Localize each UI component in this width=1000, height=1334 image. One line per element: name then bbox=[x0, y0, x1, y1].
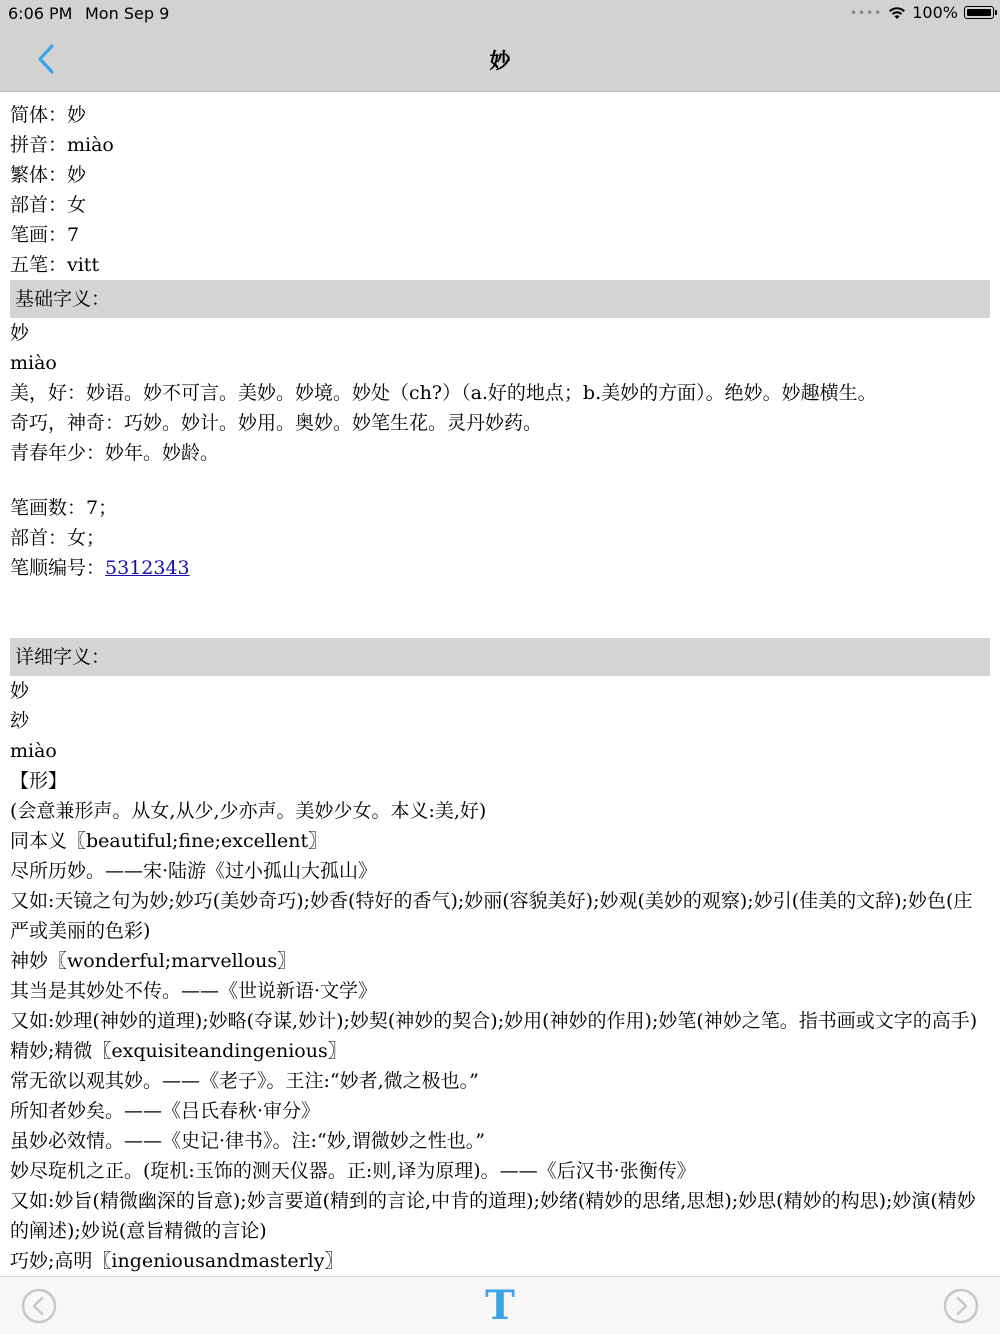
detail-line: 虽妙必效情。——《史记·律书》。注:“妙,谓微妙之性也。” bbox=[10, 1130, 485, 1152]
text-size-button[interactable]: T bbox=[485, 1282, 515, 1329]
battery-percent: 100% bbox=[912, 3, 958, 22]
detail-line: 又如:天镜之句为妙;妙巧(美妙奇巧);妙香(特好的香气);妙丽(容貌美好);妙观(美妙的观察);妙引(佳美的文辞);妙色(庄严或美丽的色彩) bbox=[10, 890, 973, 942]
page-title: 妙 bbox=[489, 49, 511, 73]
info-strokes: 笔画：7 bbox=[10, 224, 80, 246]
detail-line: 巧妙;高明〖ingeniousandmasterly〗 bbox=[10, 1250, 344, 1272]
detail-line: 所知者妙矣。——《吕氏春秋·审分》 bbox=[10, 1100, 321, 1122]
basic-meaning-body bbox=[10, 318, 990, 638]
detail-line: 玅 bbox=[10, 710, 30, 732]
detail-line: 神妙〖wonderful;marvellous〗 bbox=[10, 950, 297, 972]
status-date: Mon Sep 9 bbox=[85, 4, 170, 23]
next-button[interactable] bbox=[942, 1287, 980, 1325]
basic-line: 妙 bbox=[10, 322, 30, 344]
signal-dots-icon: •••• bbox=[849, 5, 883, 20]
stroke-order-label: 笔顺编号： bbox=[10, 557, 106, 579]
info-simplified: 简体：妙 bbox=[10, 104, 87, 126]
circle-chevron-right-icon bbox=[942, 1287, 980, 1325]
radical-line: 部首：女； bbox=[10, 527, 106, 549]
basic-meaning-header: 基础字义： bbox=[10, 280, 990, 318]
detail-line: 妙 bbox=[10, 680, 30, 702]
navigation-bar bbox=[0, 28, 1000, 92]
basic-line: miào bbox=[10, 352, 57, 374]
previous-button[interactable] bbox=[20, 1287, 58, 1325]
stroke-order-link[interactable]: 5312343 bbox=[105, 557, 190, 579]
stroke-count: 笔画数：7； bbox=[10, 497, 118, 519]
detail-line: 妙尽琁机之正。(琁机:玉饰的测天仪器。正:则,译为原理)。——《后汉书·张衡传》 bbox=[10, 1160, 696, 1182]
detailed-meaning-body bbox=[10, 676, 990, 1275]
basic-line: 美，好：妙语。妙不可言。美妙。妙境。妙处（ch?）（a.好的地点；b.美妙的方面）。绝妙。妙趣横生。 bbox=[10, 382, 877, 404]
stroke-order-line bbox=[10, 553, 990, 583]
basic-line: 青春年少：妙年。妙龄。 bbox=[10, 442, 220, 464]
detail-line: 尽所历妙。——宋·陆游《过小孤山大孤山》 bbox=[10, 860, 378, 882]
detail-line: 又如:妙理(神妙的道理);妙略(夺谋,妙计);妙契(神妙的契合);妙用(神妙的作用);妙笔(神妙之笔。指书画或文字的高手) bbox=[10, 1010, 978, 1032]
bottom-toolbar bbox=[0, 1276, 1000, 1334]
spacer bbox=[10, 468, 990, 493]
circle-chevron-left-icon bbox=[20, 1287, 58, 1325]
detail-line: (会意兼形声。从女,从少,少亦声。美妙少女。本义:美,好) bbox=[10, 800, 487, 822]
status-right-group bbox=[850, 3, 994, 22]
status-bar bbox=[0, 0, 1000, 28]
info-traditional: 繁体：妙 bbox=[10, 164, 87, 186]
spacer bbox=[10, 583, 990, 638]
detail-line: 精妙;精微〖exquisiteandingenious〗 bbox=[10, 1040, 347, 1062]
detail-line: 【形】 bbox=[10, 770, 68, 792]
info-radical: 部首：女 bbox=[10, 194, 87, 216]
battery-icon bbox=[964, 6, 994, 19]
detail-line: 又如:妙旨(精微幽深的旨意);妙言要道(精到的言论,中肯的道理);妙绪(精妙的思绪,思想);妙思(精妙的构思);妙演(精妙的阐述);妙说(意旨精微的言论) bbox=[10, 1190, 976, 1242]
detail-line: miào bbox=[10, 740, 57, 762]
basic-line: 奇巧，神奇：巧妙。妙计。妙用。奥妙。妙笔生花。灵丹妙药。 bbox=[10, 412, 543, 434]
detailed-meaning-header: 详细字义： bbox=[10, 638, 990, 676]
detail-line: 同本义〖beautiful;fine;excellent〗 bbox=[10, 830, 328, 852]
detail-line: 常无欲以观其妙。——《老子》。王注:“妙者,微之极也。” bbox=[10, 1070, 479, 1092]
basic-info bbox=[10, 100, 990, 280]
detail-line: 其当是其妙处不传。——《世说新语·文学》 bbox=[10, 980, 378, 1002]
dictionary-content[interactable] bbox=[10, 100, 990, 1275]
info-pinyin: 拼音：miào bbox=[10, 134, 114, 156]
wifi-icon bbox=[888, 6, 906, 20]
info-wubi: 五笔：vitt bbox=[10, 254, 100, 276]
battery-fill bbox=[967, 9, 991, 16]
status-time: 6:06 PM bbox=[8, 4, 73, 23]
